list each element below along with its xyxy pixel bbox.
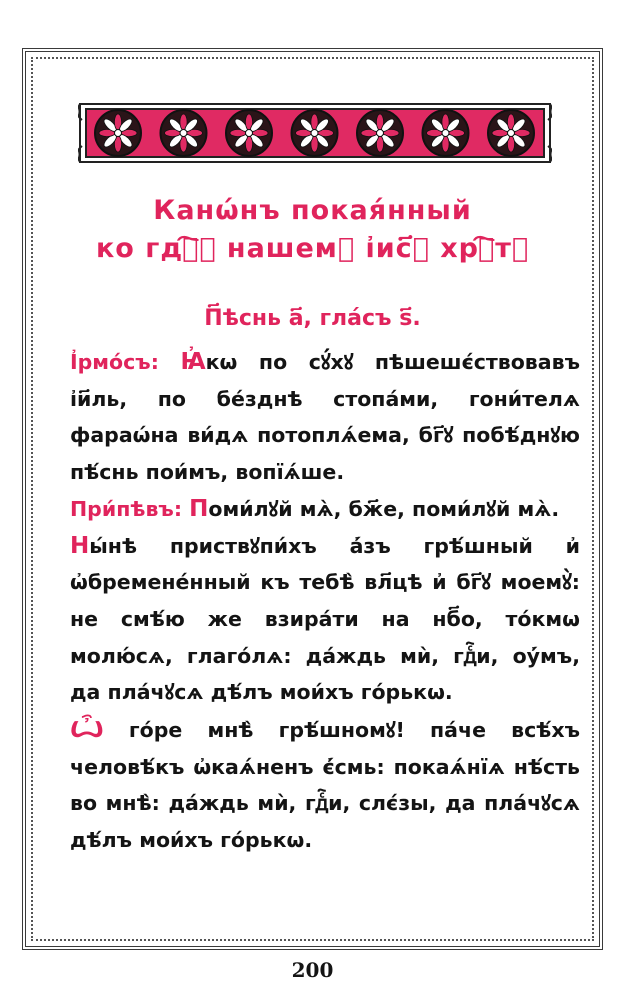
refrain-initial: П: [189, 495, 209, 522]
refrain-paragraph: [70, 491, 580, 528]
rosette-icon: [161, 110, 207, 156]
rosette-icon: [423, 110, 469, 156]
irmos-label: І҆рмо́съ:: [70, 350, 159, 374]
troparion-1-text: ы́нѣ приствꙋпи́хъ а҆́зъ грѣ́шный и҆ ѡ҆бремене́нный къ тебѣ̀ вл҃цѣ и҆ бг҃ꙋ моемꙋ̀: не смѣ́ю же взира́ти на нб҃о, то́кмѡ молю́сѧ, глаго́лѧ: да́ждь мѝ, гдⷭ҇и, оу҆́мъ, да пла́чꙋсѧ дѣ́лъ мои́хъ го́рькѡ.: [70, 533, 580, 705]
song-heading: П҃ѣснь а҃, гла́съ ѕ҃.: [204, 306, 421, 331]
rosette-icon: [488, 110, 534, 156]
rosette-icon: [357, 110, 403, 156]
troparion-1: [70, 528, 580, 712]
rosette-icon: [95, 110, 141, 156]
irmos-initial: Ꙗ҆: [180, 349, 206, 375]
canon-title: [40, 192, 585, 268]
irmos-paragraph: [70, 344, 580, 491]
page-number: 200: [291, 958, 334, 982]
canon-text: [70, 344, 580, 859]
canon-title-line-1: Канѡ́нъ покая́нный: [153, 195, 472, 226]
troparion-2-text: го́ре мнѣ̀ грѣ́шномꙋ! па́че всѣ́хъ человѣ́къ ѡ҆каѧ́ненъ є҆́смь: покаѧ́нїѧ нѣ́сть во мнѣ̀: да́ждь мѝ, гдⷭ҇и, слє́зы, да пла́чꙋсѧ дѣ́лъ мои́хъ го́рькѡ.: [70, 718, 580, 853]
rosette-icon: [226, 110, 272, 156]
troparion-2-initial: Ѽ: [70, 715, 104, 744]
refrain-text: оми́лꙋй мѧ̀, бж҃е, поми́лꙋй мѧ̀.: [208, 496, 560, 521]
irmos-text: кѡ по сꙋ́хꙋ пѣшешє́ствовавъ і҆и҃ль, по бе́зднѣ стопа́ми, гони́телѧ фараѡ́на ви́дѧ потоплѧ́ема, бг҃ꙋ побѣ́днꙋю пѣ́снь пои́мъ, вопїѧ́ше.: [70, 350, 580, 485]
troparion-1-initial: Н: [70, 532, 90, 559]
canon-title-line-2: ко гдⷭ҇ꙋ нашемꙋ і҆ис҃ꙋ хрⷭ҇тꙋ: [95, 233, 530, 264]
decorative-headpiece: [78, 100, 552, 166]
troparion-2: [70, 711, 580, 859]
refrain-label: При́пѣвъ:: [70, 496, 183, 521]
rosette-icon: [292, 110, 338, 156]
headpiece-ornament-icon: [78, 100, 552, 166]
